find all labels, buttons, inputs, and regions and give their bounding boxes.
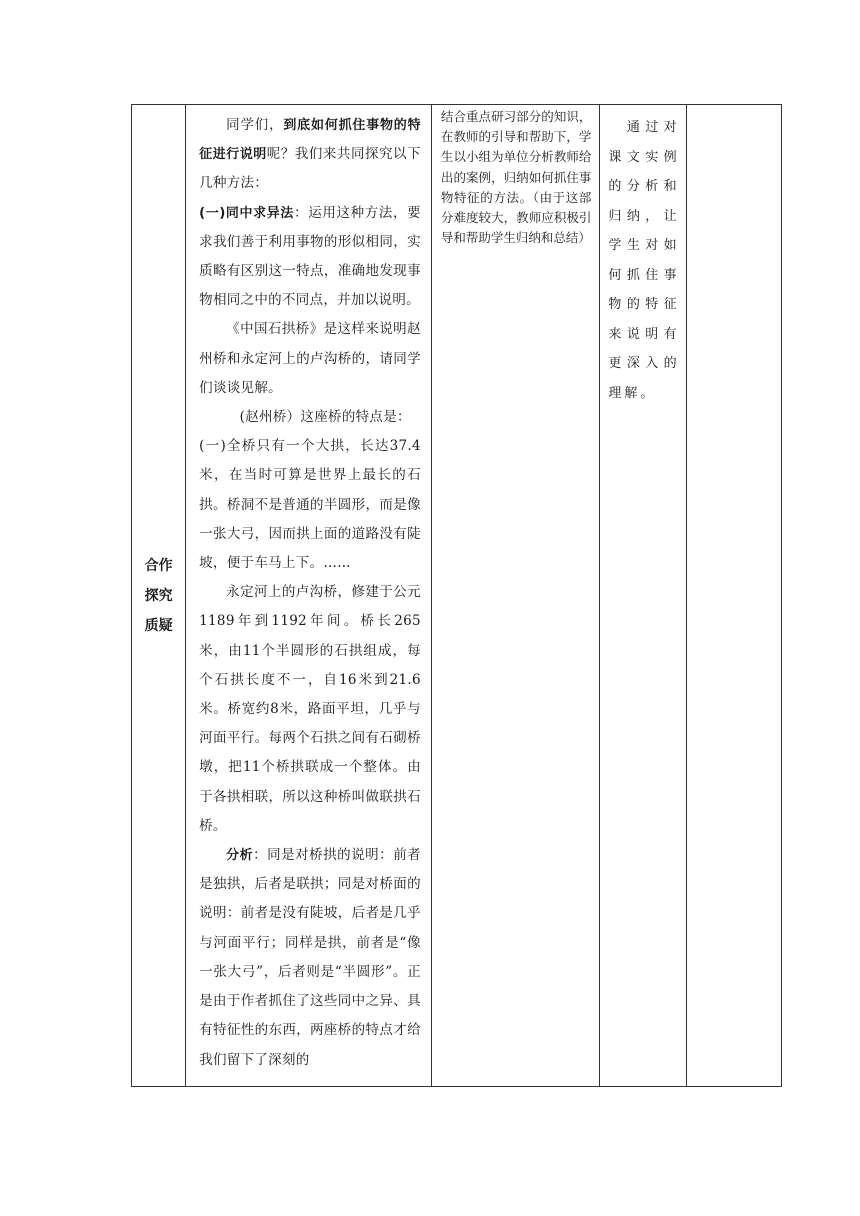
stage-label: 合作 探究 质疑: [144, 557, 173, 634]
table-row: [132, 105, 782, 1087]
intro-paragraph: 同学们，到底如何抓住事物的特征进行说明呢？我们来共同探究以下几种方法：: [199, 117, 421, 192]
student-activity-cell: [431, 105, 600, 1087]
lugou-paragraph: 永定河上的卢沟桥，修建于公元1189年到1192年间。桥长265米，由11个半圆形的石拱组成，每个石拱长度不一，自16米到21.6米。桥宽约8米，路面平坦，几乎与河面平行。每两个石拱之间有石砌桥墩，把11个桥拱联成一个整体。由于各拱相联，所以这种桥叫做联拱石桥。: [199, 584, 421, 834]
design-intent-text: 通过对课文实例的分析和归纳，让学生对如何抓住事物的特征来说明有更深入的理解。: [608, 120, 680, 401]
student-activity-text: 结合重点研习部分的知识，在教师的引导和帮助下，学生以小组为单位分析教师给出的案例，归纳如何抓住事物特征的方法。（由于这部分难度较大，教师应积极引导和帮助学生归纳和总结）: [440, 109, 592, 246]
zhaozhou-paragraph: (一)全桥只有一个大拱，长达37.4米，在当时可算是世界上最长的石拱。桥洞不是普通的半圆形，而是像一张大弓，因而拱上面的道路没有陡坡，便于车马上下。……: [199, 438, 421, 572]
method-paragraph: (一)同中求异法：运用这种方法，要求我们善于利用事物的形似相同，实质略有区别这一特点，准确地发现事物相同之中的不同点，并加以说明。: [199, 204, 421, 309]
stage-cell: [132, 105, 186, 1087]
lesson-plan-table: [131, 104, 782, 1087]
notes-cell: [686, 105, 781, 1087]
design-intent-cell: [600, 105, 686, 1087]
zhaozhou-heading: (赵州桥）这座桥的特点是：: [239, 409, 411, 426]
content-cell: [186, 105, 432, 1087]
analysis-paragraph: 分析：同是对桥拱的说明：前者是独拱，后者是联拱；同是对桥面的说明：前者是没有陡坡，后者是几乎与河面平行；同样是拱，前者是“像一张大弓”，后者则是“半圆形”。正是由于作者抓住了这些同中之异、具有特征性的东西，两座桥的特点才给我们留下了深刻的: [199, 847, 421, 1068]
quote-intro-paragraph: 《中国石拱桥》是这样来说明赵州桥和永定河上的卢沟桥的，请同学们谈谈见解。: [199, 321, 421, 396]
